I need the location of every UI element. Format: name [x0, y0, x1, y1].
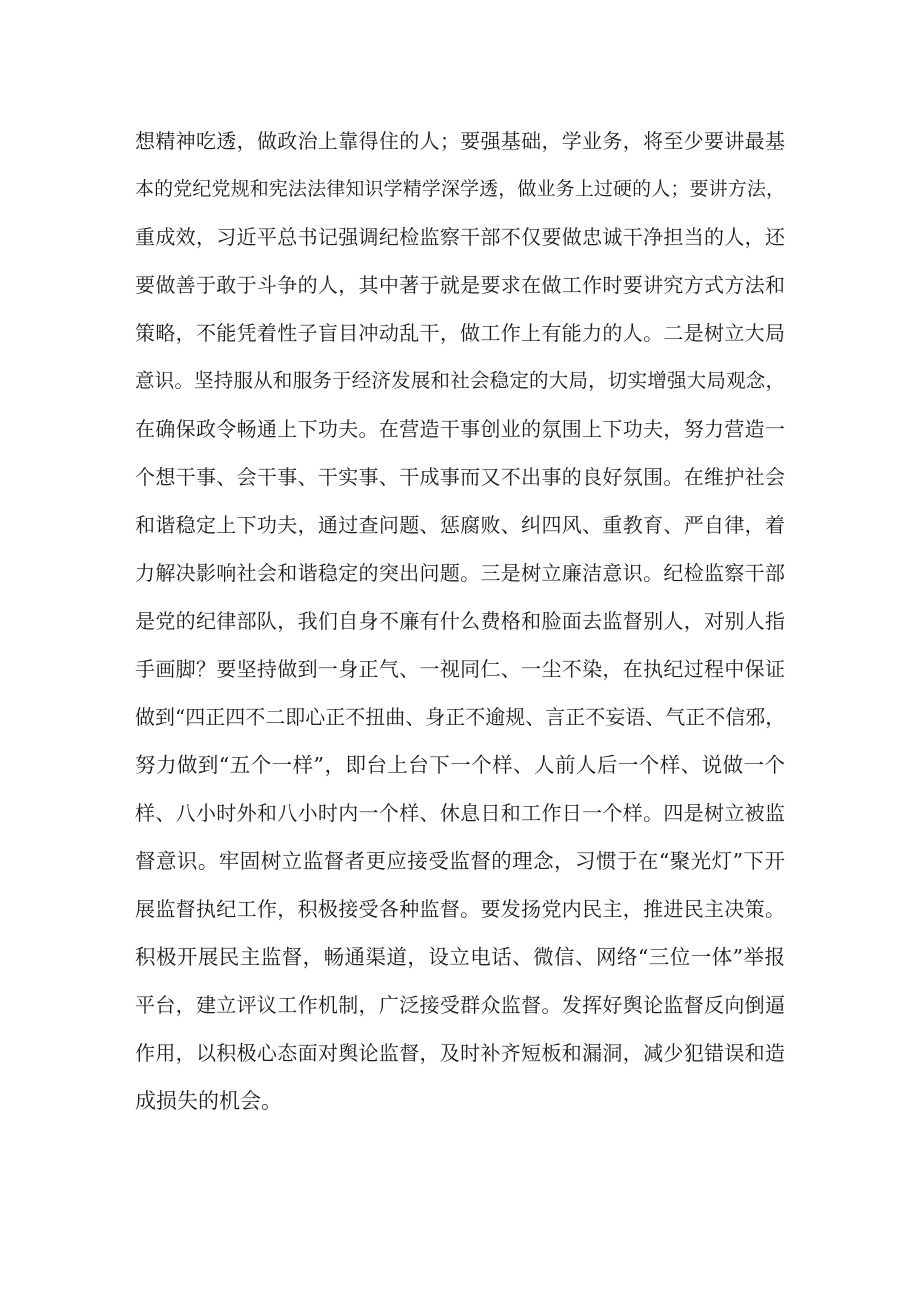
paragraph-line: 督意识。牢固树立监督者更应接受监督的理念，习惯于在“聚光灯”下开 — [135, 849, 785, 873]
paragraph-line: 展监督执纪工作，积极接受各种监督。要发扬党内民主，推进民主决策。 — [135, 897, 785, 921]
paragraph-line: 做到“四正四不二即心正不扭曲、身正不逾规、言正不妄语、气正不信邪， — [135, 705, 785, 729]
paragraph-line-last: 成损失的机会。 — [135, 1089, 282, 1113]
paragraph-line: 意识。坚持服从和服务于经济发展和社会稳定的大局，切实增强大局观念， — [135, 369, 785, 392]
paragraph-line: 策略，不能凭着性子盲目冲动乱干，做工作上有能力的人。二是树立大局 — [135, 321, 785, 345]
paragraph-line: 平台，建立评议工作机制，广泛接受群众监督。发挥好舆论监督反向倒逼 — [135, 993, 785, 1017]
paragraph-line: 重成效，习近平总书记强调纪检监察干部不仅要做忠诚干净担当的人，还 — [135, 225, 785, 249]
paragraph-line: 力解决影响社会和谐稳定的突出问题。三是树立廉洁意识。纪检监察干部 — [135, 561, 785, 585]
paragraph-line: 本的党纪党规和宪法法律知识学精学深学透，做业务上过硬的人；要讲方法， — [135, 178, 785, 200]
paragraph-line: 作用，以积极心态面对舆论监督，及时补齐短板和漏洞，减少犯错误和造 — [135, 1041, 785, 1065]
paragraph-line: 在确保政令畅通上下功夫。在营造干事创业的氛围上下功夫，努力营造一 — [135, 417, 785, 441]
paragraph-line: 要做善于敢于斗争的人，其中著于就是要求在做工作时要讲究方式方法和 — [135, 273, 785, 297]
paragraph-line: 想精神吃透，做政治上靠得住的人；要强基础，学业务，将至少要讲最基 — [135, 129, 785, 153]
paragraph-line: 努力做到“五个一样”，即台上台下一个样、人前人后一个样、说做一个 — [135, 753, 785, 777]
paragraph-line: 样、八小时外和八小时内一个样、休息日和工作日一个样。四是树立被监 — [135, 801, 785, 825]
paragraph-line: 手画脚？要坚持做到一身正气、一视同仁、一尘不染，在执纪过程中保证 — [135, 657, 785, 681]
paragraph-line: 个想干事、会干事、干实事、干成事而又不出事的良好氛围。在维护社会 — [135, 465, 785, 489]
paragraph-line: 积极开展民主监督，畅通渠道，设立电话、微信、网络“三位一体”举报 — [135, 945, 785, 969]
paragraph-line: 是党的纪律部队，我们自身不廉有什么费格和脸面去监督别人，对别人指 — [135, 609, 785, 633]
paragraph-line: 和谐稳定上下功夫，通过查问题、惩腐败、纠四风、重教育、严自律，着 — [135, 513, 785, 537]
